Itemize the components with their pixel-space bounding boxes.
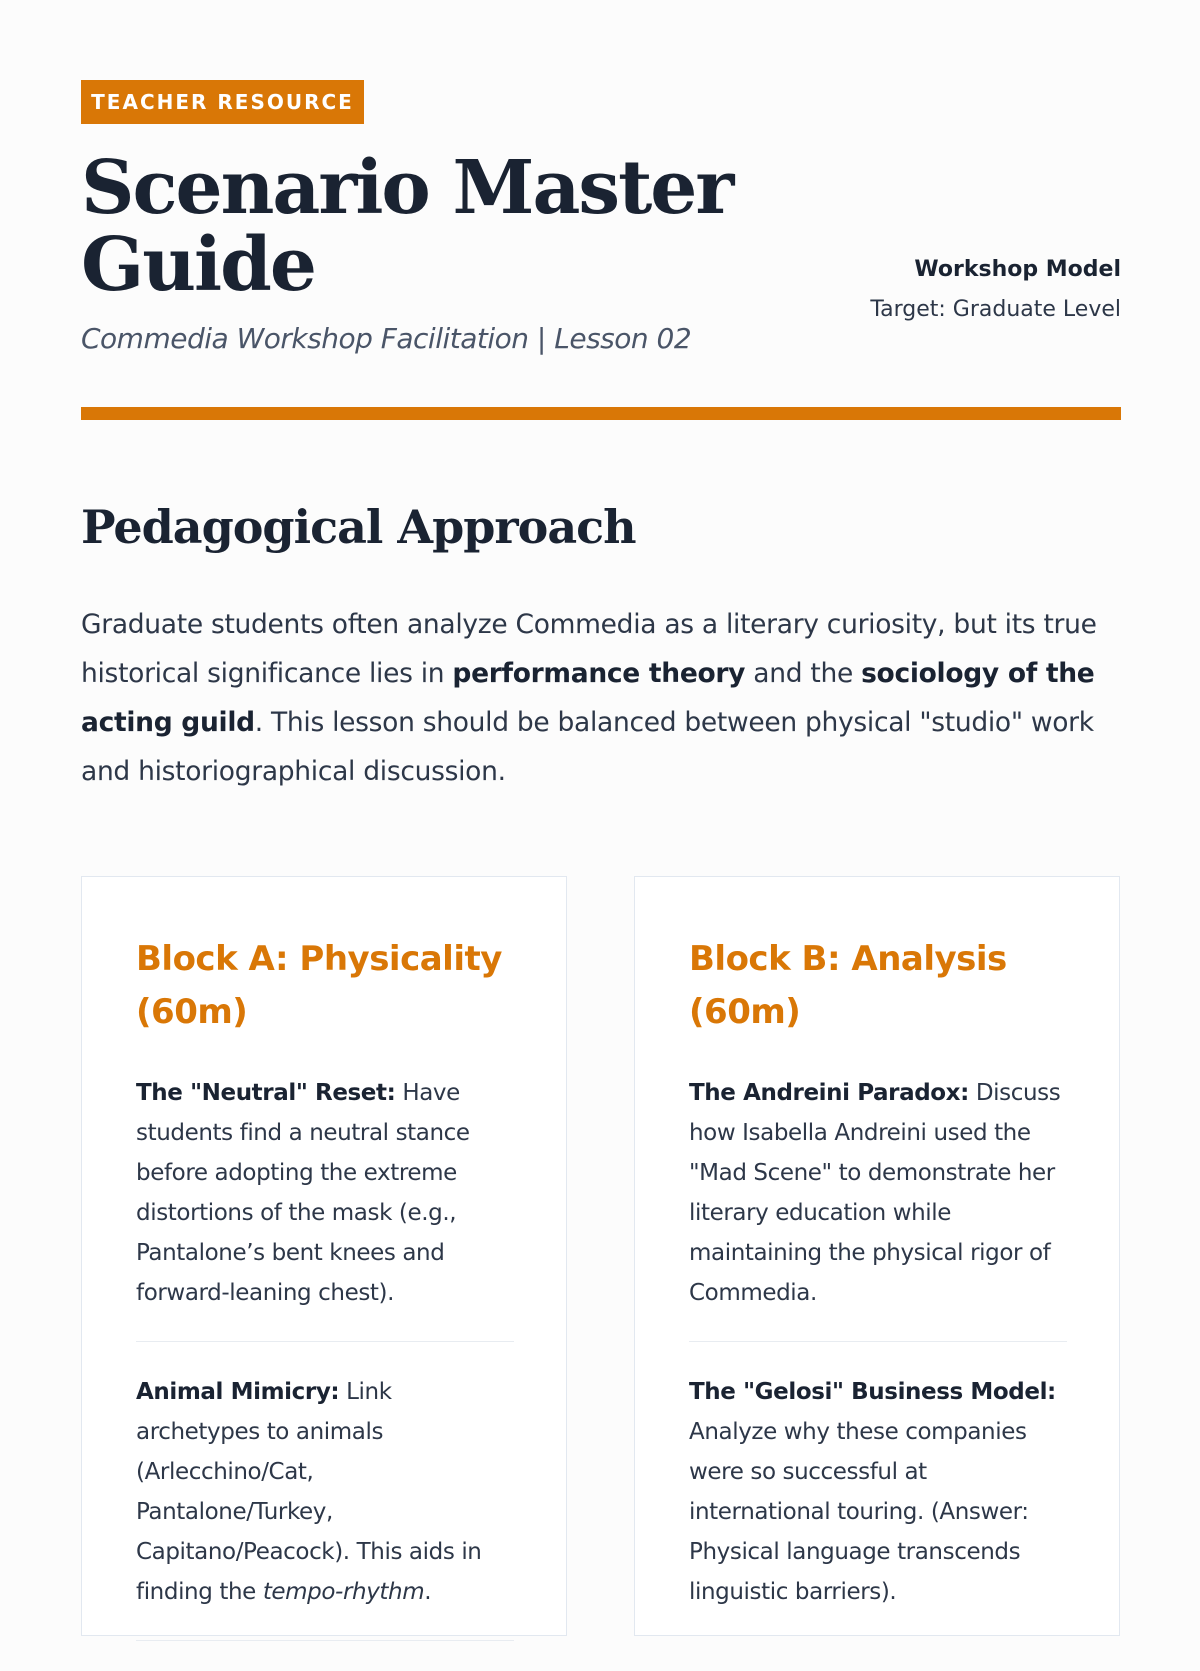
section-heading: Pedagogical Approach: [81, 500, 636, 554]
item-text: Discuss how Isabella Andreini used the "Mad Scene" to demonstrate her literary education while maintaining the physical rigor of Commedia.: [689, 1080, 1061, 1306]
intro-text-1: Graduate students often analyze Commedia as a literary curiosity, but its true historical significance lies in: [81, 609, 1097, 689]
intro-bold-2: sociology of the acting guild: [81, 658, 1095, 738]
item-tail: .: [424, 1579, 432, 1605]
intro-text-2: and the: [745, 658, 862, 689]
intro-text-3: . This lesson should be balanced between physical "studio" work and historiographical discussion.: [81, 707, 1094, 787]
block-a-item-neutral-reset: [136, 1073, 514, 1313]
meta-model: Workshop Model: [914, 257, 1121, 282]
page-title: Scenario Master Guide: [81, 145, 733, 308]
item-text: Analyze why these companies were so successful at international touring. (Answer: Physical language transcends linguistic barriers).: [689, 1419, 1029, 1605]
item-divider: [136, 1640, 514, 1641]
block-a-card: [81, 876, 567, 1636]
item-label: The "Gelosi" Business Model:: [689, 1379, 1056, 1405]
block-b-title: Block B: Analysis (60m): [689, 939, 1007, 1032]
intro-paragraph: [81, 600, 1121, 796]
item-emphasis: tempo-rhythm: [262, 1579, 425, 1605]
header-divider: [81, 407, 1121, 420]
block-a-item-animal-mimicry: [136, 1372, 514, 1612]
item-text: Link archetypes to animals (Arlecchino/Cat, Pantalone/Turkey, Capitano/Peacock). This aids in finding the: [136, 1379, 482, 1605]
meta-target: Target: Graduate Level: [870, 297, 1121, 322]
intro-bold-1: performance theory: [452, 658, 746, 689]
block-b-item-andreini-paradox: [689, 1073, 1067, 1313]
item-divider: [136, 1341, 514, 1342]
block-b-card: [634, 876, 1120, 1636]
item-label: The Andreini Paradox:: [689, 1080, 969, 1106]
item-label: The "Neutral" Reset:: [136, 1080, 396, 1106]
teacher-resource-badge: TEACHER RESOURCE: [81, 80, 364, 124]
item-label: Animal Mimicry:: [136, 1379, 340, 1405]
item-divider: [689, 1341, 1067, 1342]
block-a-title: Block A: Physicality (60m): [136, 939, 502, 1032]
block-b-item-gelosi-model: [689, 1372, 1067, 1612]
item-text: Have students find a neutral stance before adopting the extreme distortions of the mask (e.g., Pantalone’s bent knees and forward-leaning chest).: [136, 1080, 470, 1306]
lesson-meta: [861, 250, 1121, 330]
page-subtitle: Commedia Workshop Facilitation | Lesson 02: [81, 322, 692, 355]
